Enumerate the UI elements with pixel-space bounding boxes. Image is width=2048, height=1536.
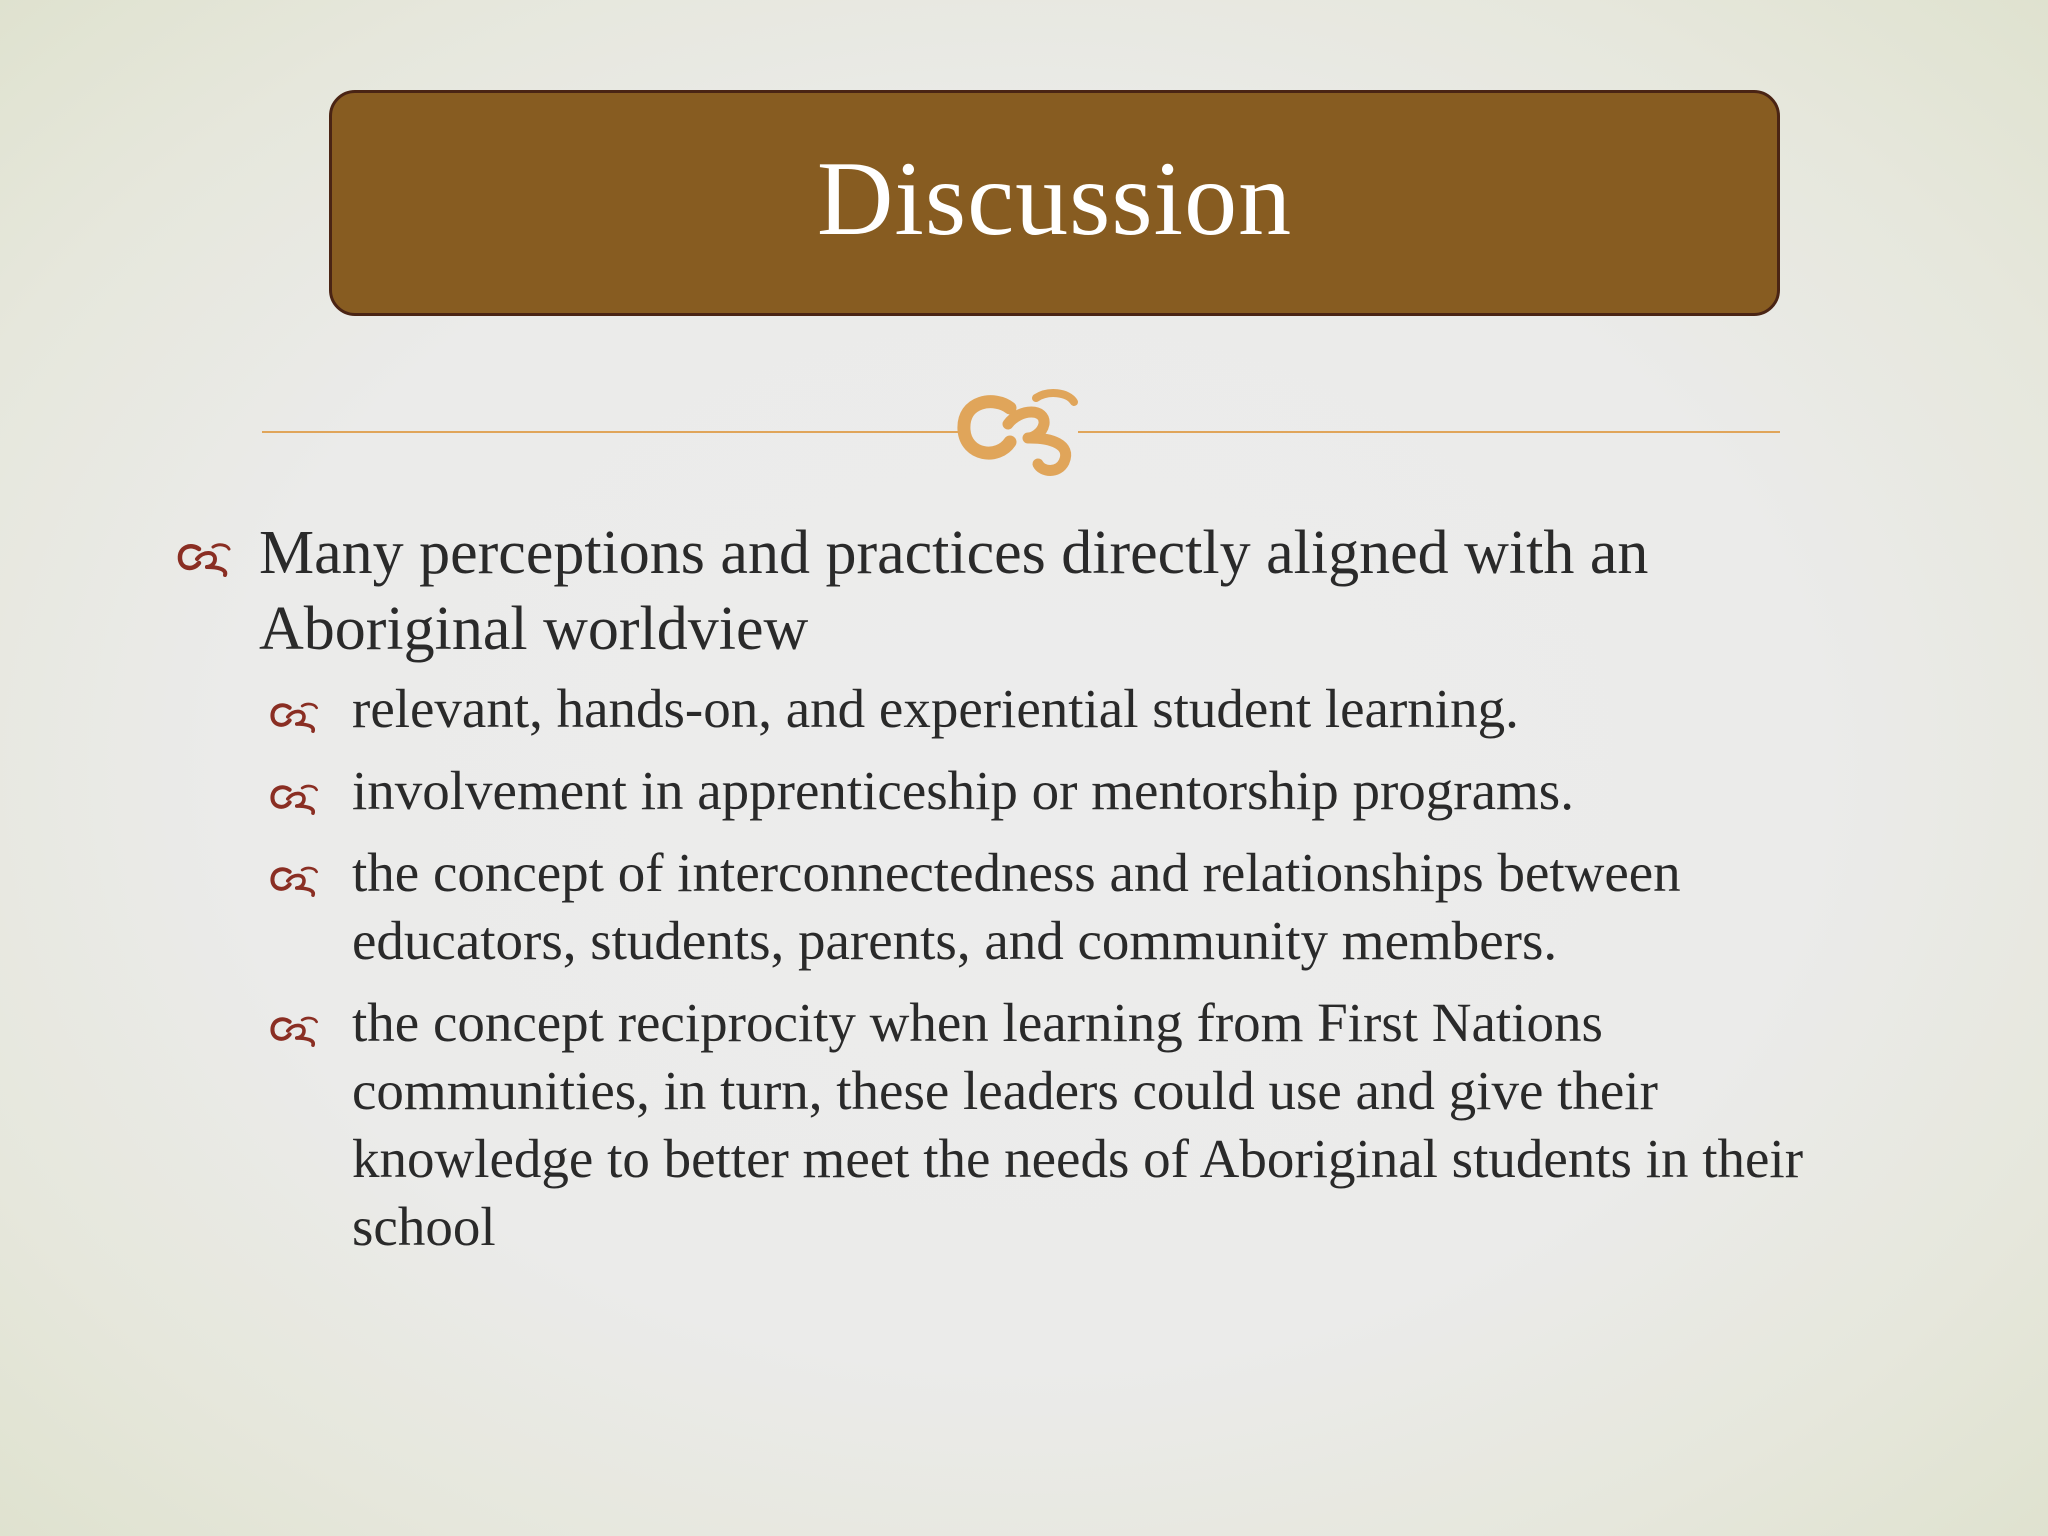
sub-bullet-list [175, 675, 1875, 1261]
slide-title: Discussion [816, 140, 1293, 257]
flourish-bullet-icon [268, 777, 322, 817]
sub-bullet-item [175, 757, 1875, 825]
flourish-bullet-icon [268, 695, 322, 735]
sub-bullet-item [175, 839, 1875, 975]
sub-bullet-text: involvement in apprenticeship or mentorship programs. [352, 760, 1574, 821]
bullet-text-main: Many perceptions and practices directly aligned with an Aboriginal worldview [259, 519, 1649, 663]
sub-bullet-text: the concept of interconnectedness and relationships between educators, students, parents, and community members. [352, 842, 1681, 971]
sub-bullet-item [175, 989, 1875, 1261]
title-banner [329, 90, 1780, 316]
divider-line-left [262, 431, 962, 433]
flourish-bullet-icon [175, 537, 235, 577]
sub-bullet-text: relevant, hands-on, and experiential student learning. [352, 678, 1519, 739]
sub-bullet-text: the concept reciprocity when learning from First Nations communities, in turn, these leaders could use and give their knowledge to better meet the needs of Aboriginal students in their school [352, 992, 1804, 1257]
ornament-flourish-icon [950, 378, 1100, 478]
flourish-bullet-icon [268, 859, 322, 899]
divider-line-right [1078, 431, 1780, 433]
sub-bullet-item [175, 675, 1875, 743]
bullet-list [175, 515, 1875, 1275]
flourish-bullet-icon [268, 1009, 322, 1049]
bullet-item-main [175, 515, 1875, 1261]
